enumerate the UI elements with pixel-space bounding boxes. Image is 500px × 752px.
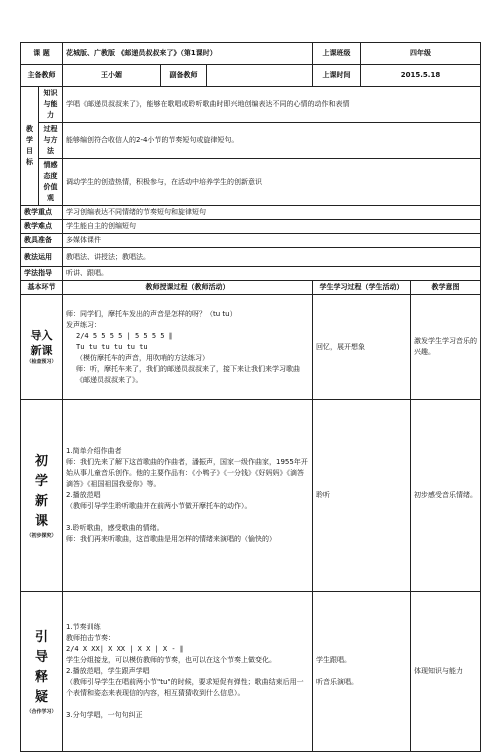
- difficulty-text: 学生能自主的创编短句: [63, 220, 481, 234]
- knowledge-text: 学唱《邮递员叔叔来了》，能够在歌唱或聆听歌曲时即兴地创编表达不同的心情的动作和表情: [63, 87, 481, 123]
- list-item: 学生分组接龙，可以模仿教师的节奏，也可以在这个节奏上做变化。: [66, 656, 276, 664]
- attitude-text: 调动学生的创造热情，积极参与，在活动中培养学生的创新意识: [63, 159, 481, 206]
- teacher-value: 王小媚: [63, 65, 161, 87]
- row-difficulty: [21, 220, 481, 234]
- intent-header: 教学意图: [411, 281, 481, 295]
- list-item: （模仿摩托车的声音，用吹哨的方法练习）: [76, 353, 209, 362]
- goal-row-process: [21, 123, 481, 159]
- teaching-method-text: 教唱法、讲授法；教唱法。: [63, 248, 481, 267]
- teaching-method-label: 教法运用: [21, 248, 63, 267]
- section-first-learn-student: 聆听: [313, 400, 411, 592]
- section-guide-student: 学生跟唱。 听音乐演唱。: [313, 592, 411, 752]
- preparation-label: 教具准备: [21, 234, 63, 248]
- section-first-learn-title: 初 学 新 课 （初步探究）: [21, 400, 63, 592]
- section-guide-title: 引 导 释 疑 （合作学习）: [21, 592, 63, 752]
- list-item: 发声练习：: [66, 320, 101, 329]
- header-row-course: [21, 43, 481, 65]
- list-item: （教师引导学生聆听歌曲并在前两小节做开摩托车的动作）。: [66, 502, 252, 510]
- process-label: 过程与方法: [39, 123, 63, 159]
- section-first-learn-teacher: [63, 400, 313, 592]
- row-preparation: [21, 234, 481, 248]
- section-intro-title: 导入 新课 （检查预习）: [21, 295, 63, 400]
- lesson-plan-table: [20, 42, 481, 752]
- process-header-row: [21, 281, 481, 295]
- class-label: 上课班级: [313, 43, 361, 65]
- attitude-label: 情感态度价值观: [39, 159, 63, 206]
- difficulty-label: 教学难点: [21, 220, 63, 234]
- class-value: 四年级: [361, 43, 481, 65]
- list-item: 师：我们先来了解下这首歌曲的作曲者，潘振声，国家一级作曲家，1955年开始从事儿童音乐创作。他的主要作品有：《小鸭子》《一分钱》《好妈妈》《滴答滴答》《祖国祖国我爱你》等。: [66, 458, 308, 488]
- time-label: 上课时间: [313, 65, 361, 87]
- list-item: 教师拍击节奏：: [66, 634, 115, 642]
- section-first-learn-intent: 初步感受音乐情绪。: [411, 400, 481, 592]
- process-text: 能够编创符合收信人的2-4小节的节奏短句或旋律短句。: [63, 123, 481, 159]
- list-item: 3.聆听歌曲，感受歌曲的情绪。: [66, 524, 164, 532]
- course-value: 花城版、广教版 《邮递员叔叔来了》（第1课时）: [63, 43, 313, 65]
- list-item: [66, 512, 309, 523]
- section-intro-teacher: [63, 295, 313, 400]
- list-item: 2.播放范唱，学生跟声学唱: [66, 667, 150, 675]
- section-guide: [21, 592, 481, 752]
- teacher-activity-header: 教师授课过程（教师活动）: [63, 281, 313, 295]
- list-item: [66, 699, 309, 710]
- list-item: 3.分句学唱，一句句纠正: [66, 711, 143, 719]
- step-header: 基本环节: [21, 281, 63, 295]
- goal-row-knowledge: [21, 87, 481, 123]
- rhythm-line: 2/4 X XX| X XX | X X | X - ∥: [66, 645, 184, 653]
- key-point-text: 学习创编表达不同情绪的节奏短句和旋律短句: [63, 206, 481, 220]
- preparation-text: 多媒体课件: [63, 234, 481, 248]
- list-item: 师：同学们，摩托车发出的声音是怎样的呀？（tu tu）: [66, 309, 237, 318]
- list-item: 1.节奏训练: [66, 623, 101, 631]
- row-key-point: [21, 206, 481, 220]
- row-teaching-method: [21, 248, 481, 267]
- student-activity-header: 学生学习过程（学生活动）: [313, 281, 411, 295]
- goals-label: 教 学 目 标: [21, 87, 39, 206]
- vice-teacher-label: 副备教师: [161, 65, 207, 87]
- section-intro-intent: 激发学生学习音乐的兴趣。: [411, 295, 481, 400]
- rhythm-line: 2/4 5 5 5 5 | 5 5 5 5 ∥: [76, 331, 173, 340]
- section-guide-teacher: [63, 592, 313, 752]
- goal-row-attitude: [21, 159, 481, 206]
- list-item: 2.播放范唱: [66, 491, 101, 499]
- knowledge-label: 知识与能力: [39, 87, 63, 123]
- list-item: （教师引导学生在唱前两小节"tu"的时候，要求短促有弹性；歌曲结束后用一个表情和姿态来表现信的内容，相互猜猜收到什么信息）。: [66, 678, 304, 697]
- time-value: 2015.5.18: [361, 65, 481, 87]
- teacher-label: 主备教师: [21, 65, 63, 87]
- row-learning-guide: [21, 267, 481, 281]
- list-item: 1.简单介绍作曲者: [66, 447, 122, 455]
- list-item: 师：听，摩托车来了，我们的邮递员叔叔来了，接下来让我们来学习歌曲《邮递员叔叔来了》。: [76, 364, 300, 384]
- key-point-label: 教学重点: [21, 206, 63, 220]
- rhythm-syllables: Tu tu tu tu tu tu: [76, 342, 148, 351]
- learning-guide-text: 听讲、跟唱。: [63, 267, 481, 281]
- course-label: 课 题: [21, 43, 63, 65]
- header-row-teacher: [21, 65, 481, 87]
- section-guide-intent: 体现知识与能力: [411, 592, 481, 752]
- section-first-learn: [21, 400, 481, 592]
- section-intro-student: 回忆，展开想象: [313, 295, 411, 400]
- learning-guide-label: 学法指导: [21, 267, 63, 281]
- vice-teacher-value: [207, 65, 313, 87]
- section-intro: [21, 295, 481, 400]
- list-item: 师：我们再来听歌曲，这首歌曲是用怎样的情绪来演唱的（愉快的）: [66, 535, 276, 543]
